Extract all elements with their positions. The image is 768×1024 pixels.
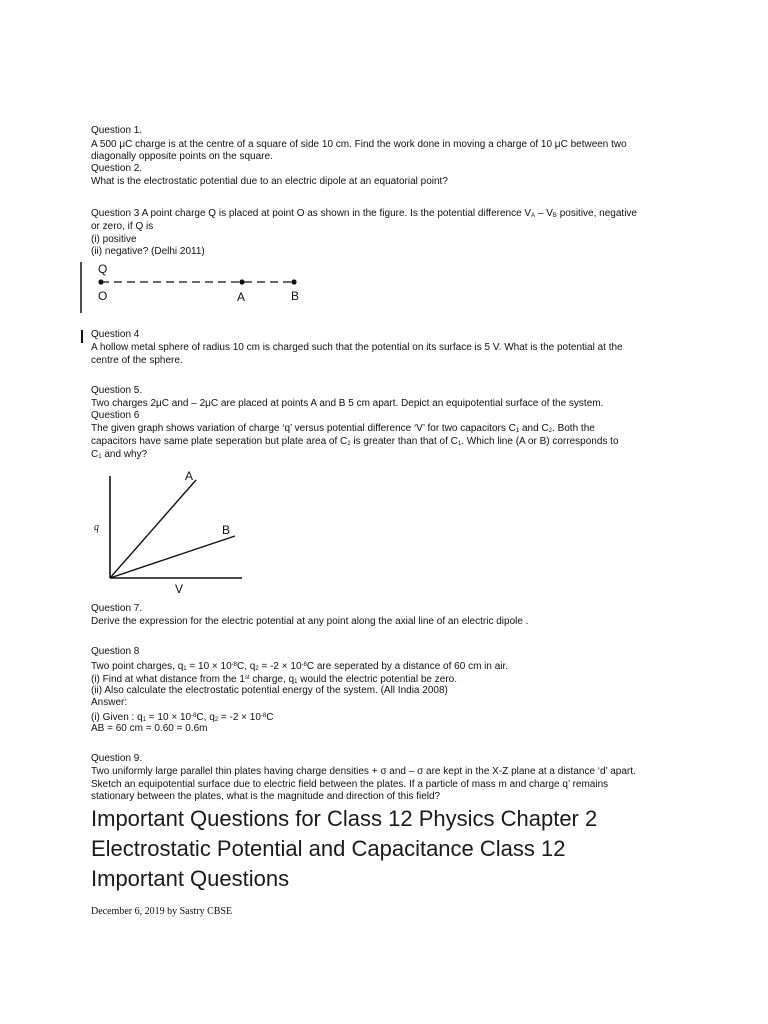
q8-line5-c: C, q <box>196 712 215 723</box>
graph-label-a: A <box>185 469 194 483</box>
q8-line5-d: = -2 × 10 <box>218 712 261 723</box>
q6-graph <box>90 468 250 598</box>
q8-s4: 1 <box>142 717 147 723</box>
q8-line2-a: (i) Find at what distance from the 1 <box>91 674 245 685</box>
q8-e4: -8 <box>260 713 267 719</box>
q1-text-line2: diagonally opposite points on the square. <box>91 151 273 162</box>
q3-sub-a: A <box>531 213 536 219</box>
q7-heading: Question 7. <box>91 603 143 614</box>
q8-line2-c: would the electric potential be zero. <box>297 674 458 685</box>
graph-label-b: B <box>222 523 231 537</box>
q9-text-line2: Sketch an equipotential surface due to electric field between the plates. If a particle of mass m and charge q’ remains <box>91 779 609 790</box>
q8-line2-b: charge, q <box>249 674 295 685</box>
q6-text-line3 <box>91 449 681 463</box>
figure-point-o <box>98 279 103 284</box>
q3-text-line4: (ii) negative? (Delhi 2011) <box>91 246 205 257</box>
q8-heading: Question 8 <box>91 646 140 657</box>
figure-label-q: Q <box>98 262 108 276</box>
q8-s5: 2 <box>214 717 219 723</box>
q5-text-line1: Two charges 2μC and – 2μC are placed at points A and B 5 cm apart. Depict an equipotential surface of the system. <box>91 398 604 409</box>
q1-text-line1: A 500 μC charge is at the centre of a square of side 10 cm. Find the work done in moving a charge of 10 μC between two <box>91 139 627 150</box>
q3-figure <box>78 258 318 318</box>
figure-point-a <box>239 279 244 284</box>
q6-text-line1 <box>91 423 681 437</box>
article-title-line1: Important Questions for Class 12 Physics Chapter 2 <box>91 806 598 831</box>
q6-text-line2 <box>91 436 681 450</box>
q6-sub2: 2 <box>548 428 553 434</box>
q4-text-line2: centre of the sphere. <box>91 355 183 366</box>
q8-answer-label: Answer: <box>91 697 128 708</box>
q1-heading: Question 1. <box>91 125 143 136</box>
figure-label-a: A <box>237 290 246 304</box>
q4-heading: Question 4 <box>91 329 140 340</box>
q8-line5-b: = 10 × 10 <box>146 712 192 723</box>
q6-line2-a: capacitors have same plate seperation but plate area of C <box>91 436 348 447</box>
figure-label-o: O <box>98 289 108 303</box>
figure-point-b <box>291 279 296 284</box>
q8-line5-e: C <box>266 712 274 723</box>
q5-heading: Question 5. <box>91 385 143 396</box>
q8-line1-b: = 10 × 10 <box>186 661 232 672</box>
q8-sup-st: st <box>244 675 250 681</box>
q8-s3: 1 <box>294 679 298 685</box>
q9-text-line3: stationary between the plates, what is the magnitude and direction of this field? <box>91 791 441 802</box>
q8-s2: 2 <box>255 666 259 672</box>
q2-text-line1: What is the electrostatic potential due to an electric dipole at an equatorial point? <box>91 176 448 187</box>
q8-line1-c: C, q <box>237 661 256 672</box>
q8-line1-e: C are seperated by a distance of 60 cm in air. <box>306 661 509 672</box>
q6-sub3: 2 <box>347 441 351 447</box>
q6-line1-a: The given graph shows variation of charge ‘q’ versus potential difference ‘V’ for two capacitors C <box>91 423 516 434</box>
q8-e1: -8 <box>231 662 238 668</box>
q8-line1-d: = -2 × 10 <box>258 661 302 672</box>
q6-line1-c: . Both the <box>552 423 595 434</box>
q8-line5-a: (i) Given : q <box>91 712 143 723</box>
q8-text-line6: AB = 60 cm = 0.60 = 0.6m <box>91 723 208 734</box>
q3-line1-b: – V <box>535 208 553 219</box>
q6-sub1: 1 <box>515 428 520 434</box>
graph-label-q: q <box>94 522 99 533</box>
q6-heading: Question 6 <box>91 410 140 421</box>
q8-text-line3: (ii) Also calculate the electrostatic potential energy of the system. (All India 2008) <box>91 685 448 696</box>
q9-heading: Question 9. <box>91 753 143 764</box>
q6-line2-b: is greater than that of C <box>350 436 458 447</box>
q6-line1-b: and C <box>519 423 549 434</box>
q6-sub5: 1 <box>98 454 102 460</box>
q3-sub-b: B <box>552 213 557 219</box>
q8-e2: -8 <box>301 662 307 668</box>
article-title-line2: Electrostatic Potential and Capacitance Class 12 <box>91 836 566 861</box>
q4-text-line1: A hollow metal sphere of radius 10 cm is charged such that the potential on its surface is 5 V. What is the potential at the <box>91 342 623 353</box>
q6-line2-c: . Which line (A or B) corresponds to <box>461 436 619 447</box>
q6-line3-a: C <box>91 449 99 460</box>
article-byline: December 6, 2019 by Sastry CBSE <box>91 906 233 917</box>
q3-line1-a: Question 3 A point charge Q is placed at point O as shown in the figure. Is the potential difference V <box>91 208 532 219</box>
q3-text-line2: or zero, if Q is <box>91 221 154 232</box>
q8-line1-a: Two point charges, q <box>91 661 184 672</box>
article-title-line3: Important Questions <box>91 866 290 891</box>
graph-label-v: V <box>175 582 184 596</box>
q7-text-line1: Derive the expression for the electric potential at any point along the axial line of an electric dipole . <box>91 616 529 627</box>
q6-sub4: 1 <box>457 441 462 447</box>
figure-label-b: B <box>291 289 300 303</box>
text-cursor-mark <box>81 330 83 343</box>
q3-line1-c: positive, negative <box>556 208 637 219</box>
q6-line3-b: and why? <box>101 449 148 460</box>
q8-s1: 1 <box>183 666 187 672</box>
q3-text-line1 <box>91 208 681 222</box>
q9-text-line1: Two uniformly large parallel thin plates having charge densities + σ and – σ are kept in the X-Z plane at a distance ‘d’ apart. <box>91 766 636 777</box>
q8-e3: -8 <box>191 713 197 719</box>
q2-heading: Question 2. <box>91 163 143 174</box>
q3-text-line3: (i) positive <box>91 234 137 245</box>
